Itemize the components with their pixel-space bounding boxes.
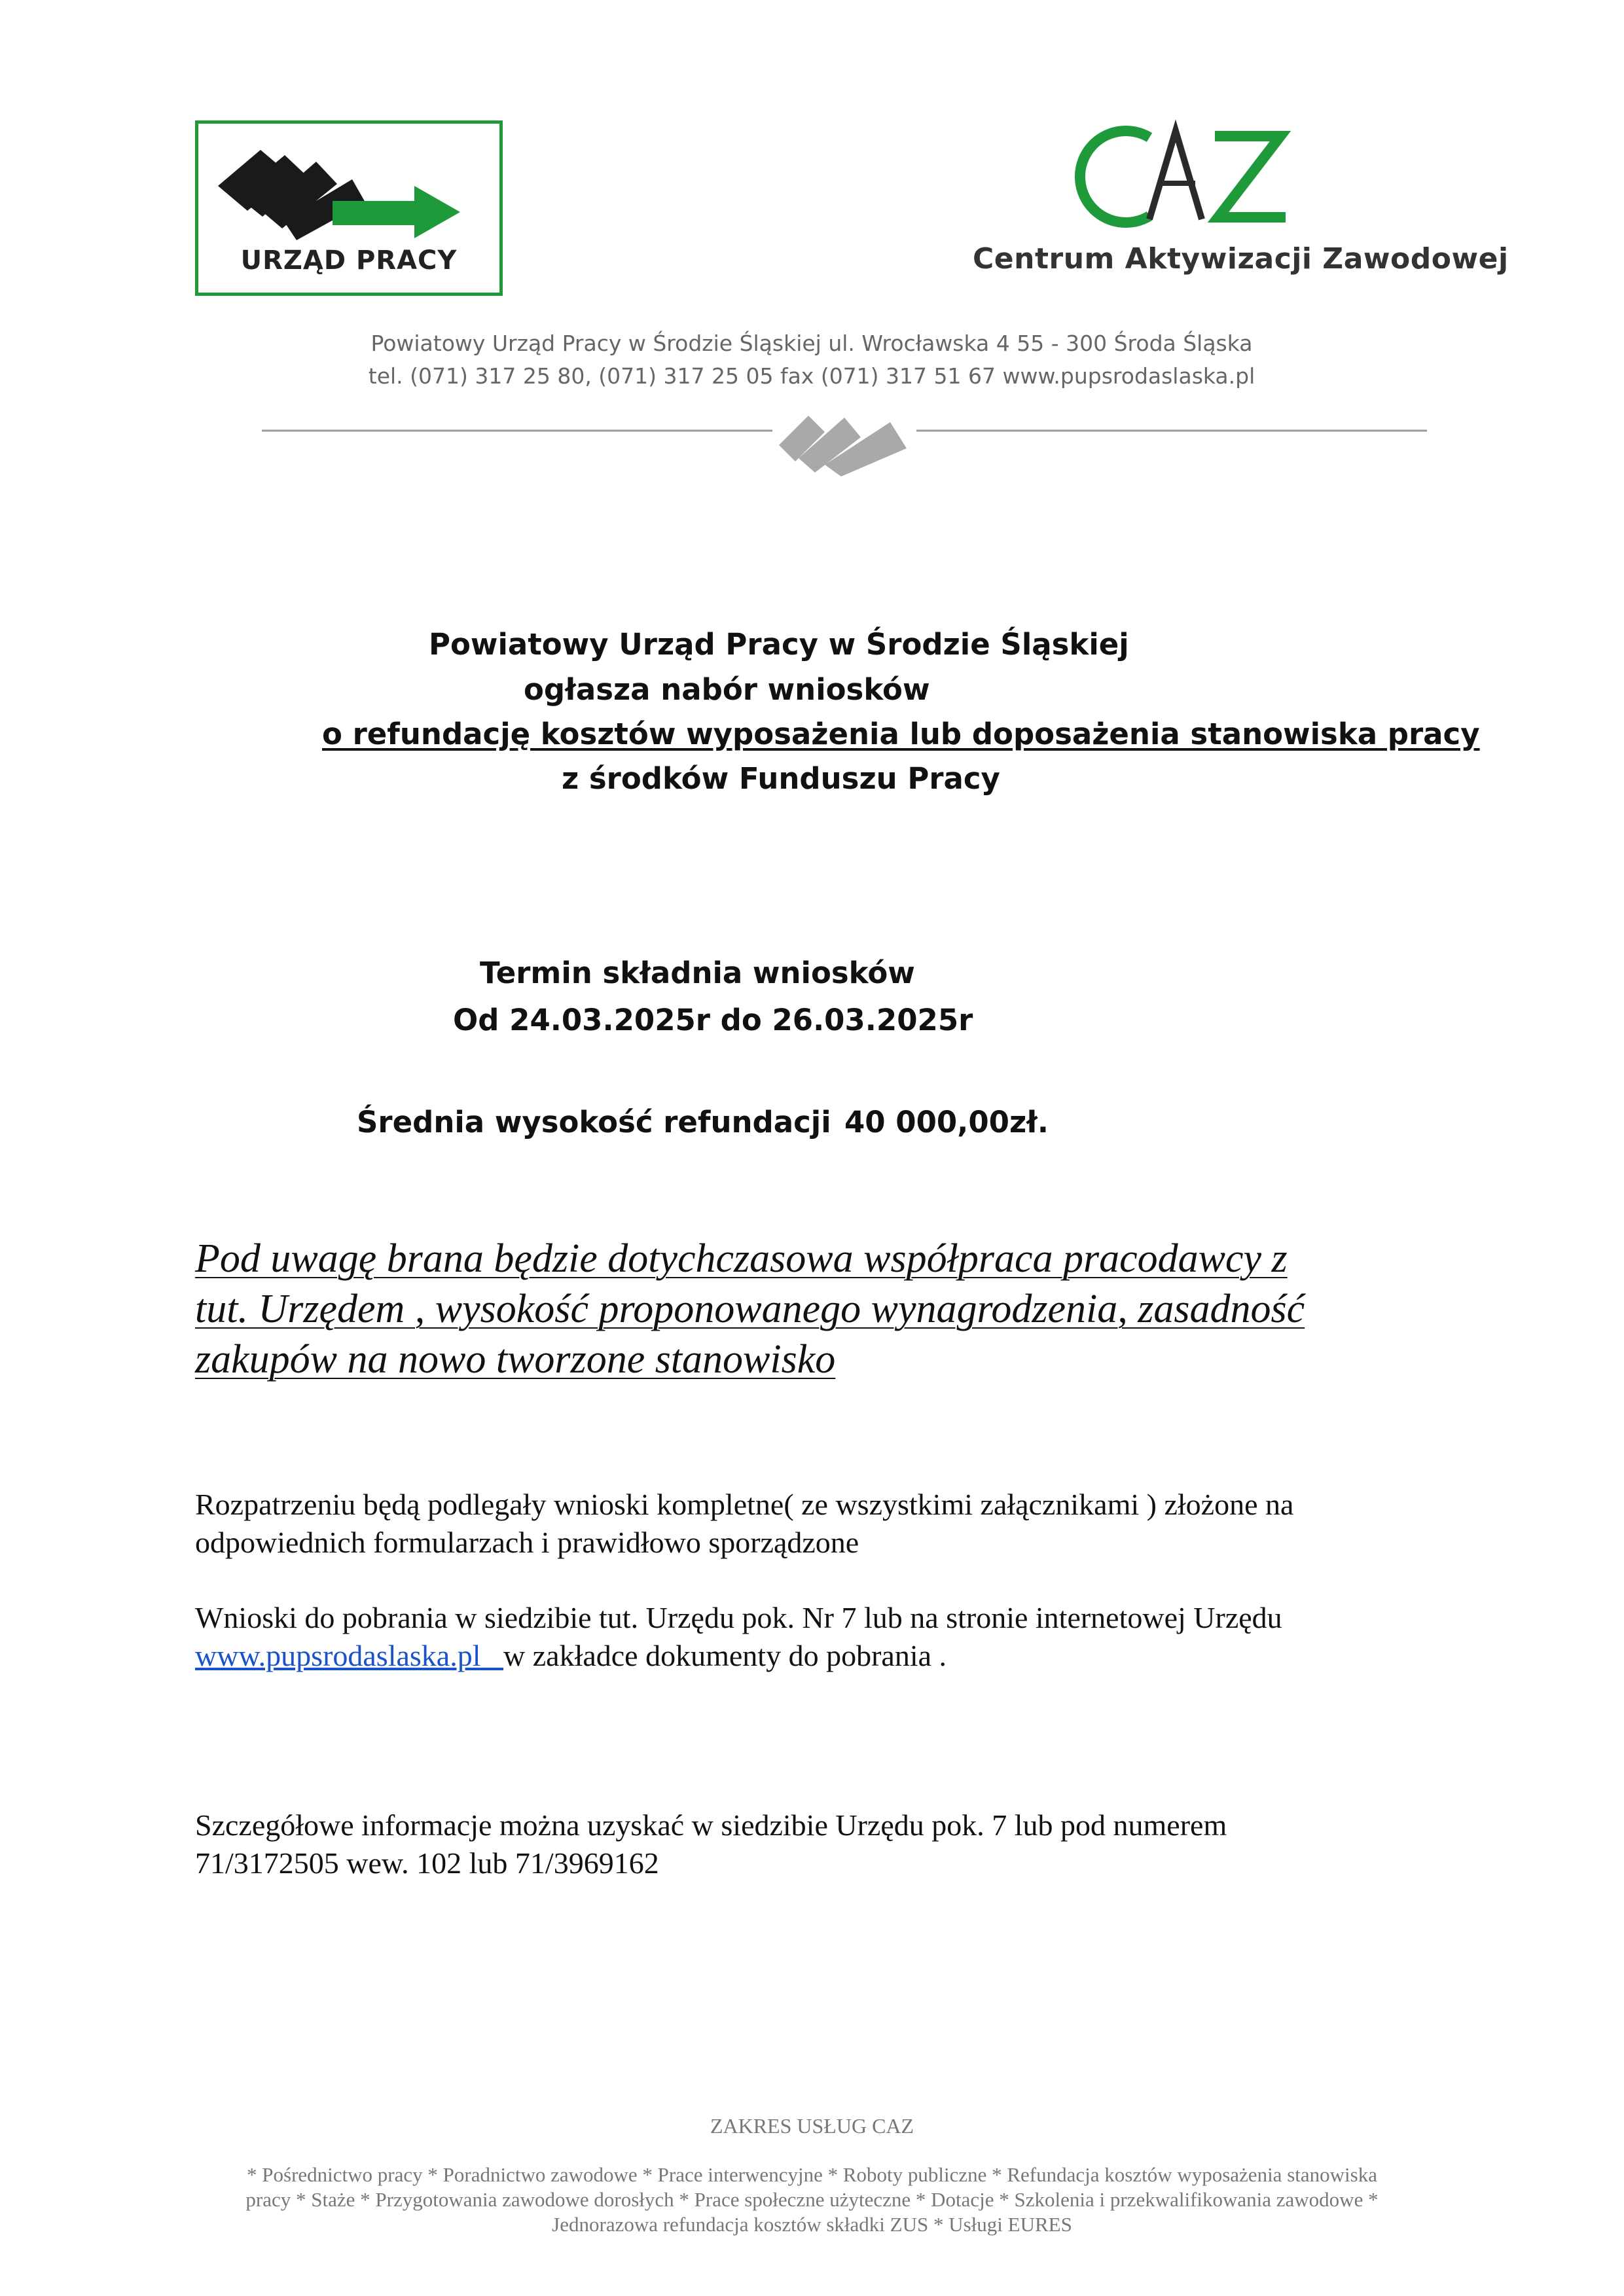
download-line-2 <box>195 1638 947 1673</box>
urzad-pracy-logo-text: URZĄD PRACY <box>240 245 458 276</box>
website-link[interactable]: www.pupsrodaslaska.pl <box>195 1639 481 1672</box>
address-line-1: Powiatowy Urząd Pracy w Środzie Śląskiej ul. Wrocławska 4 55 - 300 Środa Śląska <box>370 331 1253 356</box>
announcement-line-3: o refundację kosztów wyposażenia lub doposażenia stanowiska pracy <box>322 717 1480 751</box>
footer-line-3: Jednorazowa refundacja kosztów składki ZUS * Usługi EURES <box>552 2213 1072 2236</box>
footer-line-1: * Pośrednictwo pracy * Poradnictwo zawodowe * Prace interwencyjne * Roboty publiczne * Refundacja kosztów wyposażenia stanowiska <box>247 2163 1377 2186</box>
header-divider <box>262 399 1427 478</box>
deadline-label: Termin składnia wniosków <box>480 956 915 990</box>
address-line-2: tel. (071) 317 25 80, (071) 317 25 05 fax (071) 317 51 67 www.pupsrodaslaska.pl <box>368 363 1255 389</box>
download-line-2-text: w zakładce dokumenty do pobrania . <box>503 1639 947 1672</box>
footer-title: ZAKRES USŁUG CAZ <box>710 2114 914 2138</box>
download-line-1: Wnioski do pobrania w siedzibie tut. Urzędu pok. Nr 7 lub na stronie internetowej Urzędu <box>195 1601 1282 1634</box>
notice-line-2: tut. Urzędem , wysokość proponowanego wynagrodzenia, zasadność <box>195 1287 1305 1331</box>
conditions-line-1: Rozpatrzeniu będą podlegały wnioski kompletne( ze wszystkimi załącznikami ) złożone na <box>195 1488 1294 1521</box>
contact-line-1: Szczegółowe informacje można uzyskać w siedzibie Urzędu pok. 7 lub pod numerem <box>195 1808 1227 1842</box>
conditions-line-2: odpowiednich formularzach i prawidłowo sporządzone <box>195 1526 859 1559</box>
caz-letters-icon <box>973 118 1431 236</box>
footer-line-2: pracy * Staże * Przygotowania zawodowe dorosłych * Prace społeczne użyteczne * Dotacje * Szkolenia i przekwalifikowania zawodowe * <box>245 2188 1379 2211</box>
link-underline-gap <box>481 1639 504 1672</box>
contact-line-2: 71/3172505 wew. 102 lub 71/3969162 <box>195 1846 659 1880</box>
deadline-dates: Od 24.03.2025r do 26.03.2025r <box>453 1003 973 1037</box>
caz-subtitle: Centrum Aktywizacji Zawodowej <box>973 242 1509 276</box>
announcement-line-2: ogłasza nabór wniosków <box>524 672 930 707</box>
urzad-pracy-logo <box>195 120 503 296</box>
refund-amount: 40 000,00zł. <box>844 1105 1049 1139</box>
announcement-line-4: z środków Funduszu Pracy <box>562 761 1000 796</box>
refund-label: Średnia wysokość refundacji <box>357 1105 831 1139</box>
notice-line-1: Pod uwagę brana będzie dotychczasowa współpraca pracodawcy z <box>195 1236 1288 1281</box>
announcement-line-1: Powiatowy Urząd Pracy w Środzie Śląskiej <box>429 627 1129 662</box>
caz-logo <box>973 118 1509 288</box>
notice-line-3: zakupów na nowo tworzone stanowisko <box>195 1337 836 1382</box>
